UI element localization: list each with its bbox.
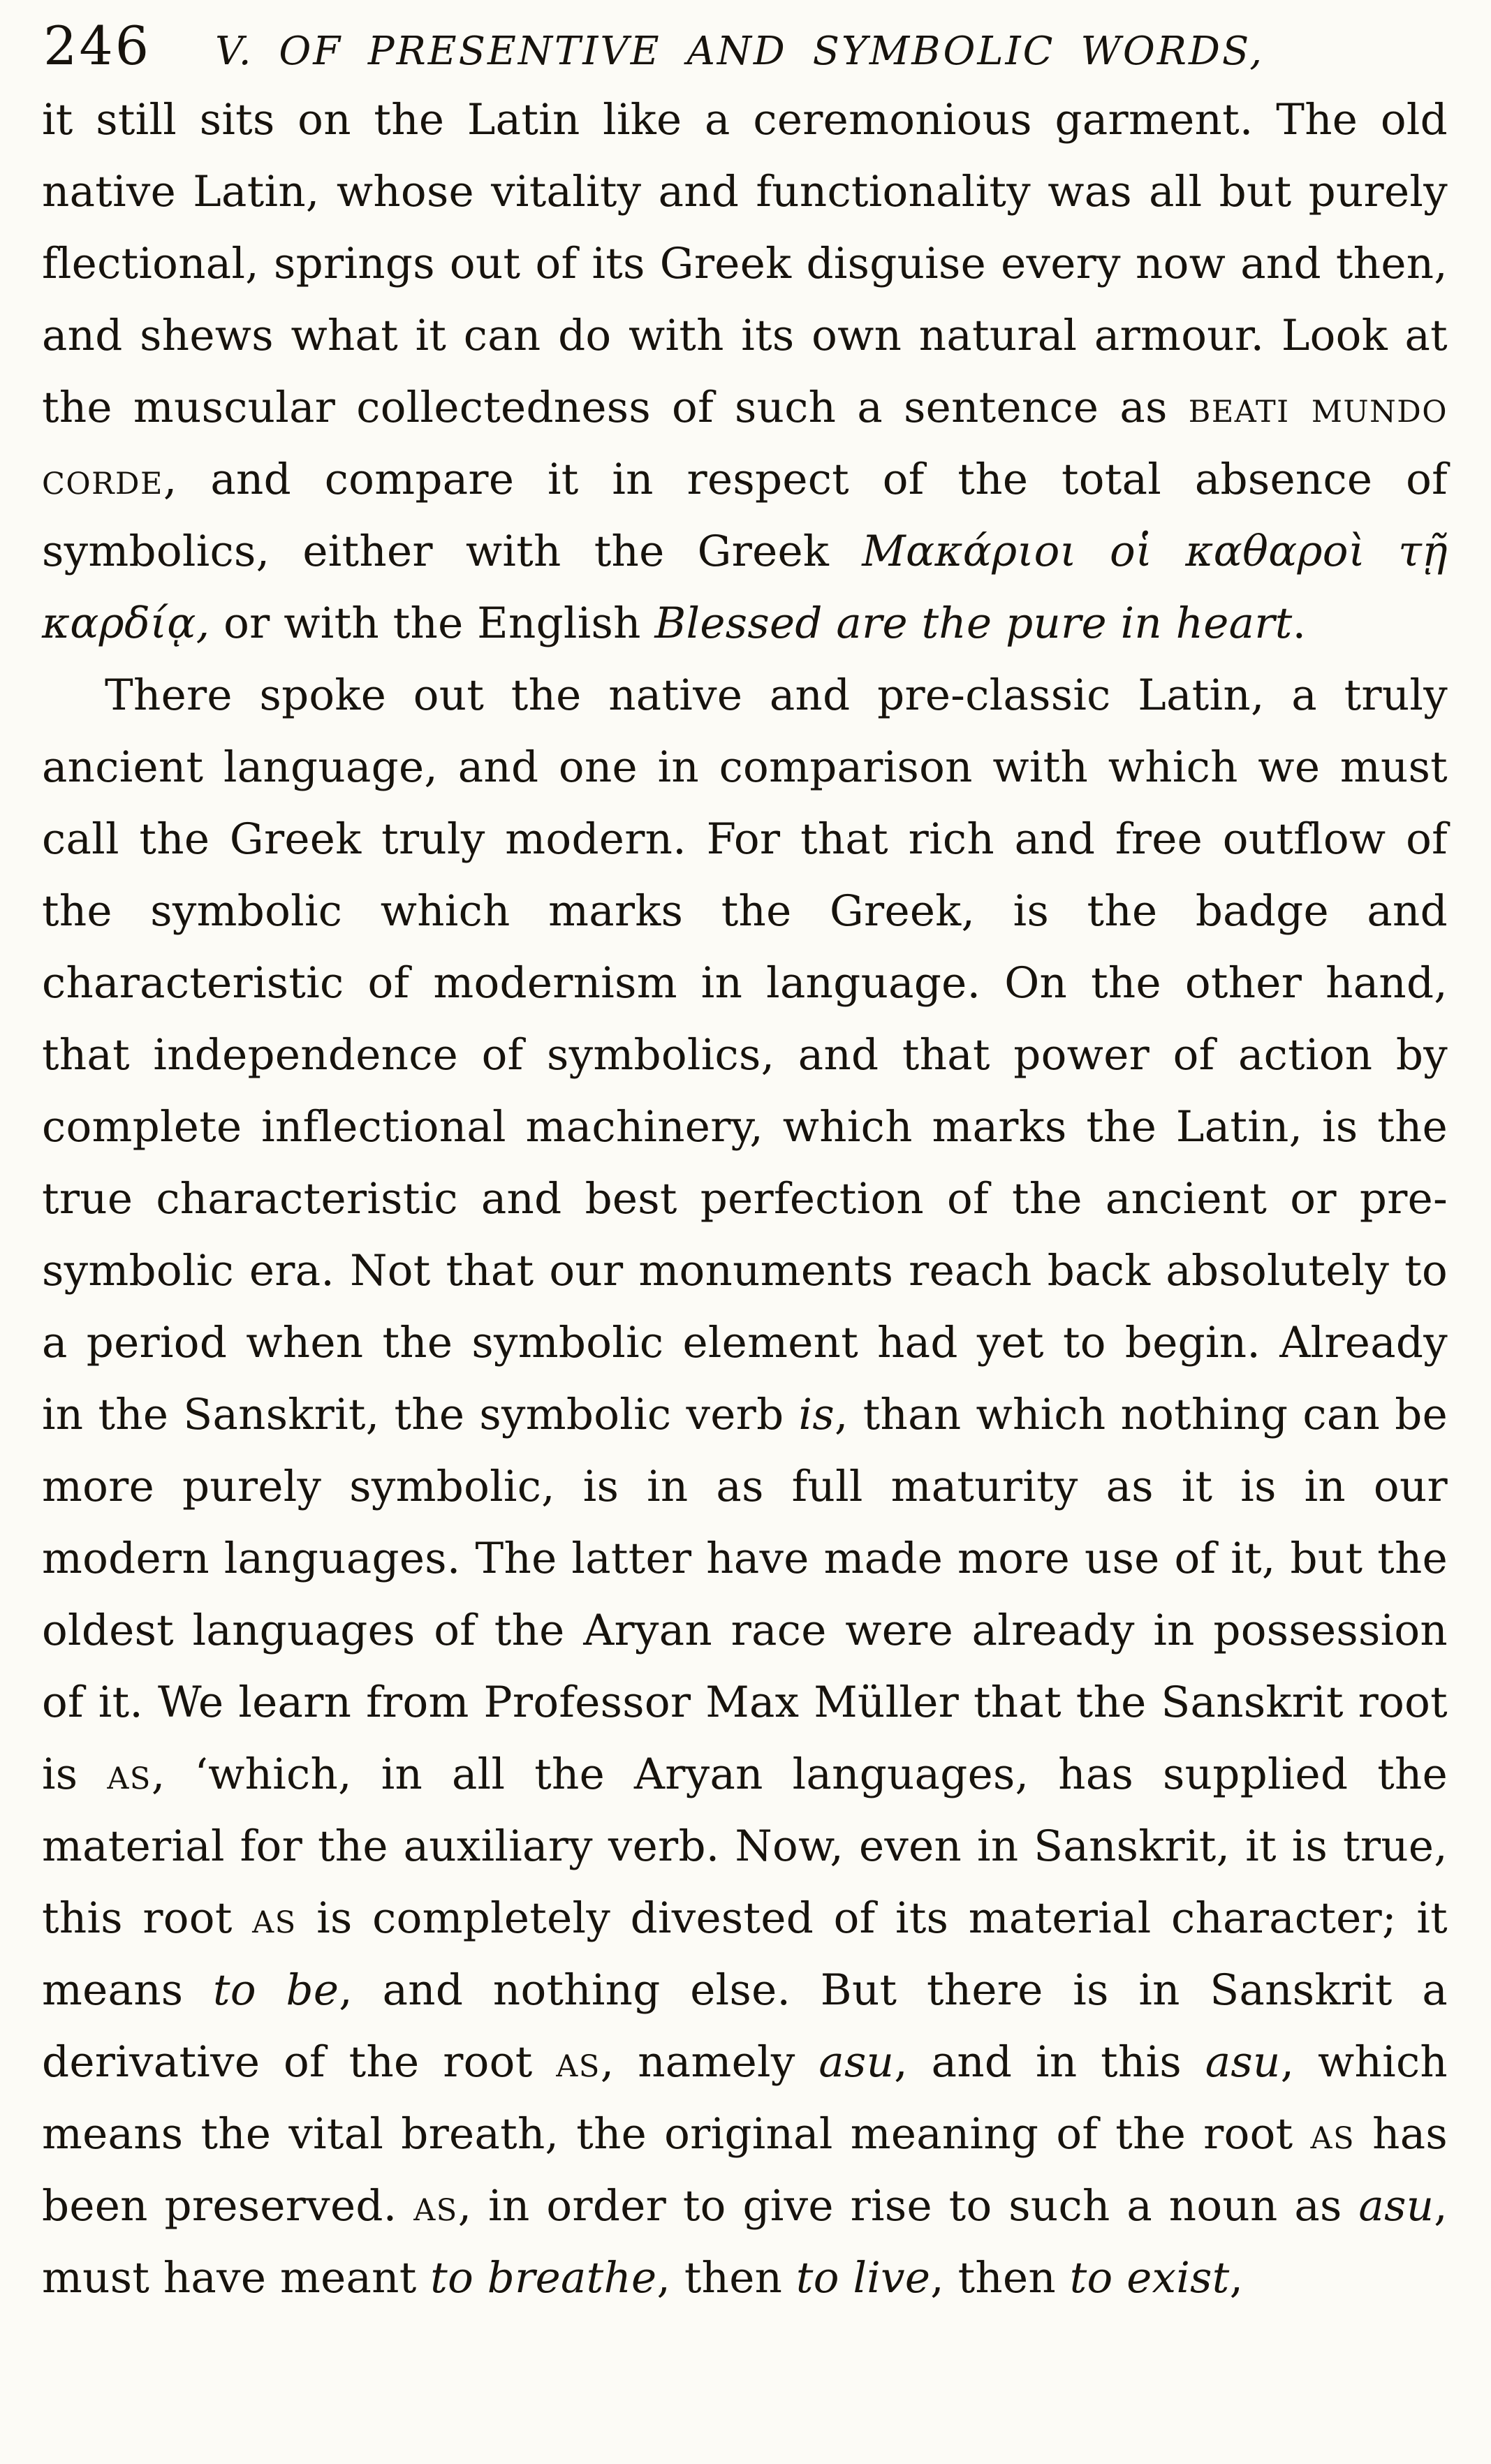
text-run: or with the English <box>210 599 655 648</box>
text-run: , than which nothing can be more purely symbolic, is in as full maturity as it is in our modern languages. The latter have made more use of it, but the oldest languages of the Aryan race were already in possession of it. We learn from Professor Max Müller that the Sanskrit root is <box>42 1390 1448 1799</box>
page-header <box>42 15 1448 77</box>
i-text-run: Blessed are the pure in heart <box>654 599 1293 648</box>
i-text-run: asu <box>1358 2181 1434 2231</box>
text-run: , namely <box>600 2037 819 2087</box>
text-run: , which means the vital breath, the original meaning of the root <box>42 2037 1448 2159</box>
text-run: There spoke out the native and pre-classic Latin, a truly ancient language, and one in comparison with which we must call the Greek truly modern. For that rich and free outflow of the symbolic which marks the Greek, is the badge and characteristic of modernism in language. On the other hand, that independence of symbolics, and that power of action by complete inflectional machinery, which marks the Latin, is the true characteristic and best perfection of the ancient or pre-symbolic era. Not that our monuments reach back absolutely to a period when the symbolic element had yet to begin. Already in the Sanskrit, the symbolic verb <box>42 670 1448 1439</box>
text-run: , in order to give rise to such a noun as <box>457 2181 1359 2231</box>
i-text-run: to exist <box>1069 2253 1230 2303</box>
text-run: , and compare it in respect of the total absence of symbolics, either with the Greek <box>42 455 1448 576</box>
i-text-run: to be <box>213 1965 339 2015</box>
running-title: V. OF PRESENTIVE AND SYMBOLIC WORDS, <box>215 29 1265 74</box>
text-run: , must have meant <box>42 2181 1448 2303</box>
page-body <box>42 84 1448 2314</box>
paragraph-1 <box>42 84 1448 659</box>
text-run: , then <box>656 2253 796 2303</box>
text-run: it still sits on the Latin like a ceremonious garment. The old native Latin, whose vitality and functionality was all but purely flectional, springs out of its Greek disguise every now and then, and shews what it can do with its own natural armour. Look at the muscular collectedness of such a sentence as <box>42 95 1448 432</box>
text-run: , then <box>930 2253 1070 2303</box>
i-text-run: to live <box>795 2253 931 2303</box>
sc-text-run: as <box>107 1750 152 1799</box>
sc-text-run: as <box>413 2181 458 2231</box>
i-text-run: asu <box>818 2037 895 2087</box>
greek-text-run: Μακάριοι οἱ καθαροὶ τῇ καρδίᾳ, <box>42 527 1448 648</box>
i-text-run: asu <box>1205 2037 1281 2087</box>
sc-text-run: as <box>556 2037 601 2087</box>
page-number: 246 <box>43 15 152 77</box>
sc-text-run: beati mundo corde <box>42 383 1448 504</box>
text-run: , ‘which, in all the Aryan languages, has supplied the material for the auxiliary verb. Now, even in Sanskrit, it is true, this root <box>42 1750 1448 1943</box>
i-text-run: to breathe <box>430 2253 657 2303</box>
text-run: has been preserved. <box>42 2109 1448 2231</box>
sc-text-run: as <box>252 1893 297 1943</box>
sc-text-run: as <box>1310 2109 1356 2159</box>
text-run: , <box>1229 2253 1244 2303</box>
i-text-run: is <box>798 1390 835 1439</box>
paragraph-2 <box>42 659 1448 2314</box>
text-run: , and nothing else. But there is in Sanskrit a derivative of the root <box>42 1965 1448 2087</box>
text-run: , and in this <box>894 2037 1205 2087</box>
text-run: is completely divested of its material character; it means <box>42 1893 1448 2015</box>
text-run: . <box>1292 599 1307 648</box>
